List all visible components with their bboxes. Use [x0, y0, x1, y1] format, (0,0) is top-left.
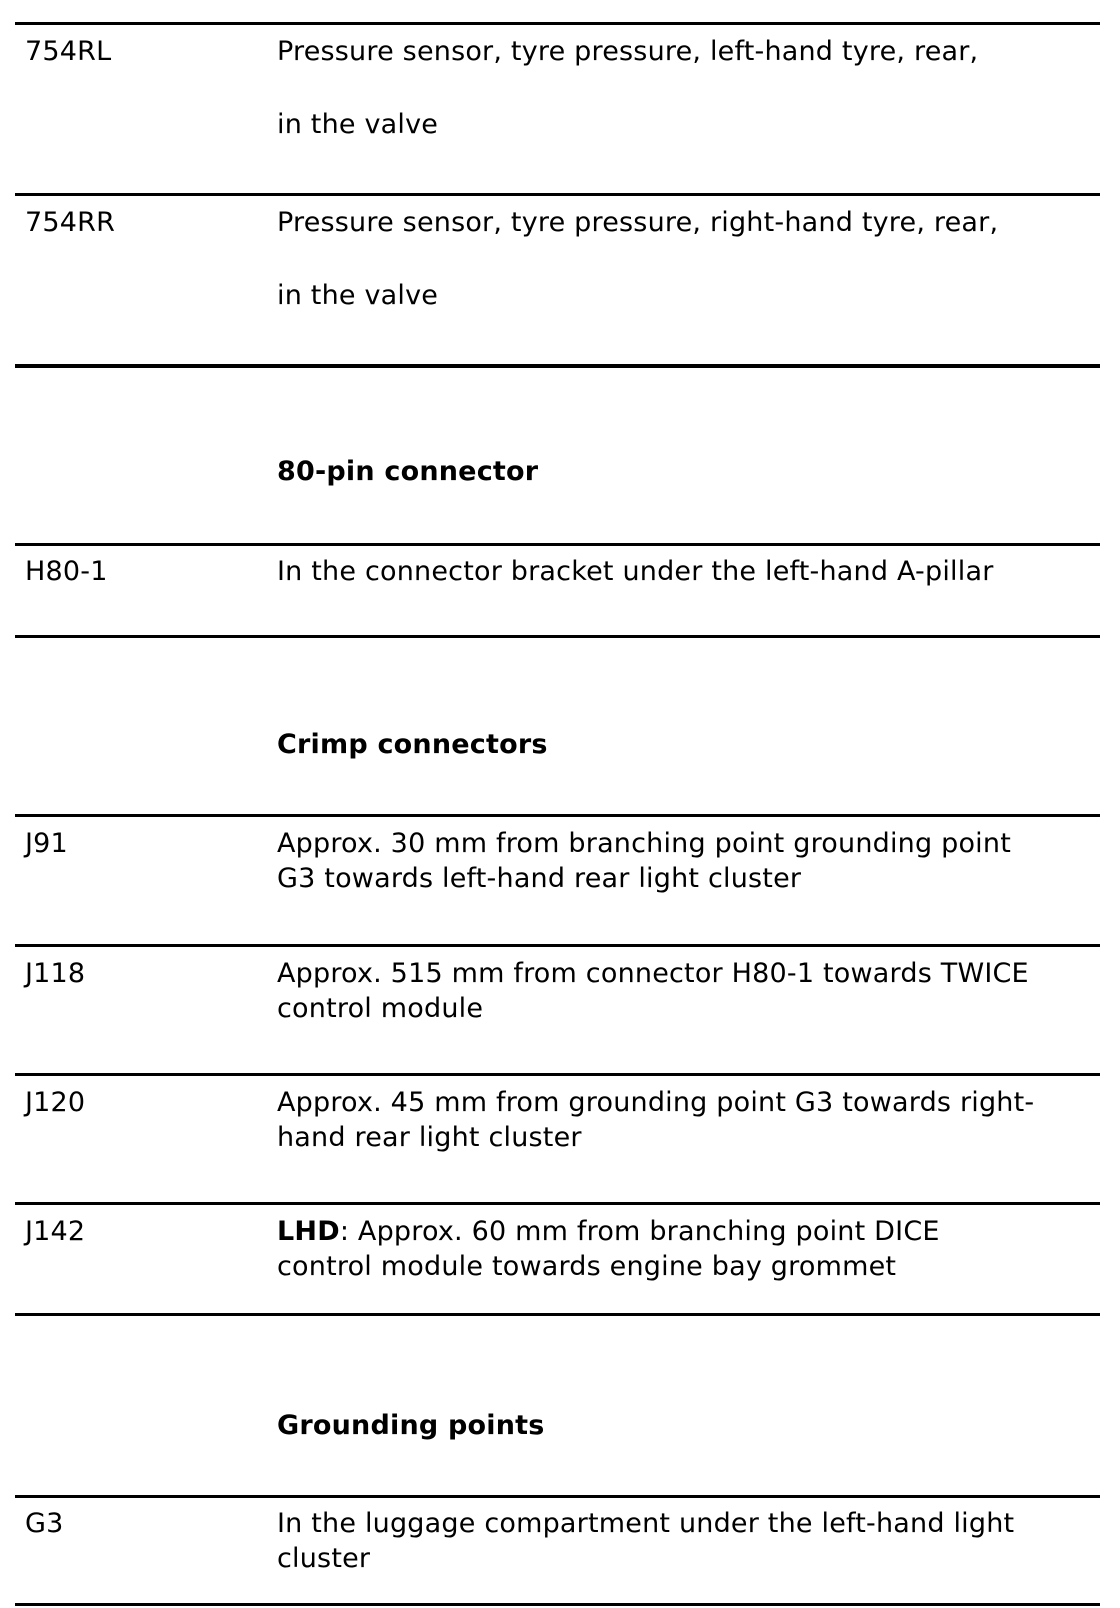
table-rule — [15, 635, 1100, 638]
component-code: J120 — [25, 1087, 86, 1118]
component-description-line: In the luggage compartment under the left-hand light — [277, 1508, 1015, 1539]
table-rule — [15, 1495, 1100, 1498]
component-description-line: Approx. 45 mm from grounding point G3 towards right- — [277, 1087, 1035, 1118]
component-description-line: Approx. 30 mm from branching point grounding point — [277, 828, 1011, 859]
section-heading: Crimp connectors — [277, 729, 548, 760]
table-rule — [15, 1073, 1100, 1076]
table-rule — [15, 364, 1100, 368]
component-description-line: in the valve — [277, 109, 439, 140]
description-text: : Approx. 60 mm from branching point DICE — [339, 1216, 940, 1247]
table-rule — [15, 543, 1100, 546]
component-description-line: control module towards engine bay grommet — [277, 1251, 897, 1282]
component-description-line: control module — [277, 993, 484, 1024]
table-rule — [15, 1603, 1100, 1606]
component-code: J118 — [25, 958, 86, 989]
component-description-line — [277, 1216, 1097, 1247]
component-code: J142 — [25, 1216, 86, 1247]
table-rule — [15, 22, 1100, 25]
component-description-line: in the valve — [277, 280, 439, 311]
component-code: H80-1 — [25, 556, 108, 587]
component-code: 754RL — [25, 36, 112, 67]
component-description-line: Pressure sensor, tyre pressure, left-hand tyre, rear, — [277, 36, 979, 67]
table-rule — [15, 814, 1100, 817]
table-rule — [15, 1202, 1100, 1205]
component-code: G3 — [25, 1508, 64, 1539]
table-rule — [15, 944, 1100, 947]
lhd-prefix: LHD — [277, 1216, 340, 1247]
section-heading: Grounding points — [277, 1410, 545, 1441]
section-heading: 80-pin connector — [277, 456, 539, 487]
component-description-line: Pressure sensor, tyre pressure, right-hand tyre, rear, — [277, 207, 999, 238]
component-description-line: cluster — [277, 1543, 371, 1574]
component-code: 754RR — [25, 207, 116, 238]
component-code: J91 — [25, 828, 68, 859]
table-rule — [15, 193, 1100, 196]
component-description-line: hand rear light cluster — [277, 1122, 582, 1153]
table-rule — [15, 1313, 1100, 1316]
component-description-line: Approx. 515 mm from connector H80-1 towards TWICE — [277, 958, 1029, 989]
component-description-line: In the connector bracket under the left-hand A-pillar — [277, 556, 994, 587]
component-description-line: G3 towards left-hand rear light cluster — [277, 863, 802, 894]
